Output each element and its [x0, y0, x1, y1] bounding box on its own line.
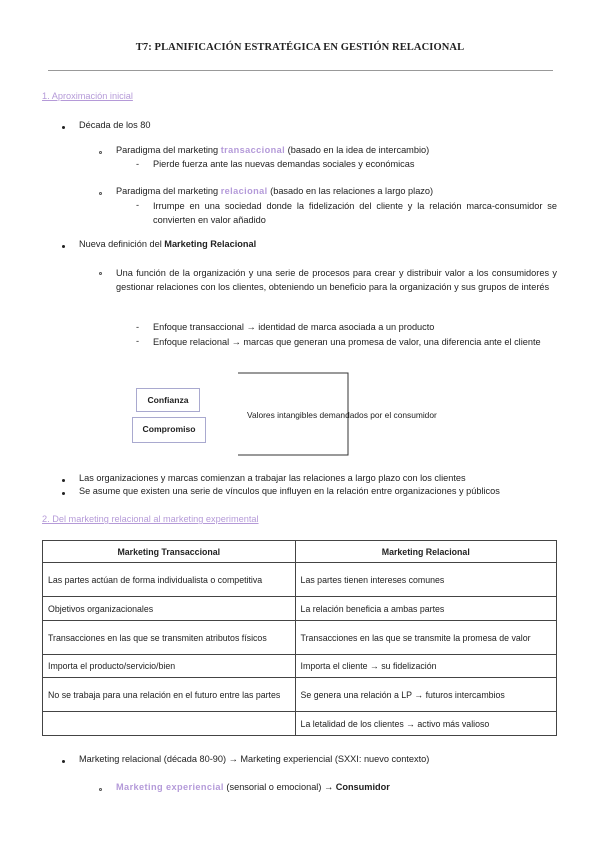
- page-title: T7: PLANIFICACIÓN ESTRATÉGICA EN GESTIÓN RELACIONAL: [135, 42, 465, 53]
- paradigma-transaccional: Paradigma del marketing transaccional (basado en la idea de intercambio): [116, 145, 430, 155]
- table-cell: Importa el producto/servicio/bien: [43, 655, 296, 678]
- bullet-icon: [62, 760, 65, 763]
- nueva-definicion: Nueva definición del Marketing Relacional: [79, 239, 257, 249]
- bullet-vinculos: Se asume que existen una serie de vínculos que influyen en la relación entre organizaciones y públicos: [79, 486, 500, 496]
- table-row: [43, 678, 557, 712]
- table-cell: Las partes tienen intereses comunes: [295, 563, 556, 597]
- dash-icon: -: [136, 159, 140, 169]
- table-row: [43, 712, 557, 736]
- paradigma-relacional: Paradigma del marketing relacional (basado en las relaciones a largo plazo): [116, 186, 434, 196]
- enfoque-transaccional: Enfoque transaccional → identidad de marca asociada a un producto: [153, 322, 435, 332]
- table-cell: Las partes actúan de forma individualista o competitiva: [43, 563, 296, 597]
- table-cell: Transacciones en las que se transmite la promesa de valor: [295, 621, 556, 655]
- table-row: [43, 655, 557, 678]
- table-cell: No se trabaja para una relación en el futuro entre las partes: [43, 678, 296, 712]
- decada-text: Década de los 80: [79, 120, 151, 130]
- paradigma-transaccional-sub: Pierde fuerza ante las nuevas demandas sociales y económicas: [153, 159, 415, 169]
- table-row: [43, 563, 557, 597]
- table-header: Marketing Relacional: [295, 541, 556, 563]
- definicion-texto: Una función de la organización y una serie de procesos para crear y distribuir valor a los consumidores y gestionar relaciones con los clientes, obteniendo un beneficio para la organización y sus grupos de interés: [116, 268, 557, 292]
- table-header: Marketing Transaccional: [43, 541, 296, 563]
- bullet-experiencial-evolucion: Marketing relacional (década 80-90) → Marketing experiencial (SXXI: nuevo contexto): [79, 754, 430, 764]
- table-cell: Objetivos organizacionales: [43, 597, 296, 621]
- section-heading-2[interactable]: 2. Del marketing relacional al marketing experimental: [42, 514, 259, 524]
- table-row: [43, 621, 557, 655]
- paradigma-relacional-sub: Irrumpe en una sociedad donde la fidelización del cliente y la relación marca-consumidor se convierten en valor añadido: [153, 201, 557, 225]
- table-cell: Importa el cliente → su fidelización: [295, 655, 556, 678]
- dash-icon: -: [136, 336, 140, 346]
- bullet-organizaciones: Las organizaciones y marcas comienzan a trabajar las relaciones a largo plazo con los clientes: [79, 473, 466, 483]
- circle-bullet-icon: [99, 788, 102, 791]
- table-cell: Transacciones en las que se transmiten atributos físicos: [43, 621, 296, 655]
- table-cell: [43, 712, 296, 736]
- table-cell: La relación beneficia a ambas partes: [295, 597, 556, 621]
- enfoque-relacional: Enfoque relacional → marcas que generan una promesa de valor, una diferencia ante el cliente: [153, 337, 541, 347]
- dash-icon: -: [136, 200, 140, 210]
- confianza-box: Confianza: [136, 388, 200, 412]
- table-row: [43, 597, 557, 621]
- marketing-experiencial: Marketing experiencial (sensorial o emocional) → Consumidor: [116, 782, 390, 792]
- diagram-label: Valores intangibles demandados por el consumidor: [247, 410, 437, 420]
- table-cell: Se genera una relación a LP → futuros intercambios: [295, 678, 556, 712]
- section-heading-1[interactable]: 1. Aproximación inicial: [42, 91, 133, 101]
- table-header-row: [43, 541, 557, 563]
- dash-icon: -: [136, 322, 140, 332]
- comparison-table: [42, 540, 557, 736]
- table-cell: La letalidad de los clientes → activo más valioso: [295, 712, 556, 736]
- bullet-icon: [62, 479, 65, 482]
- bullet-icon: [62, 492, 65, 495]
- compromiso-box: Compromiso: [132, 417, 206, 443]
